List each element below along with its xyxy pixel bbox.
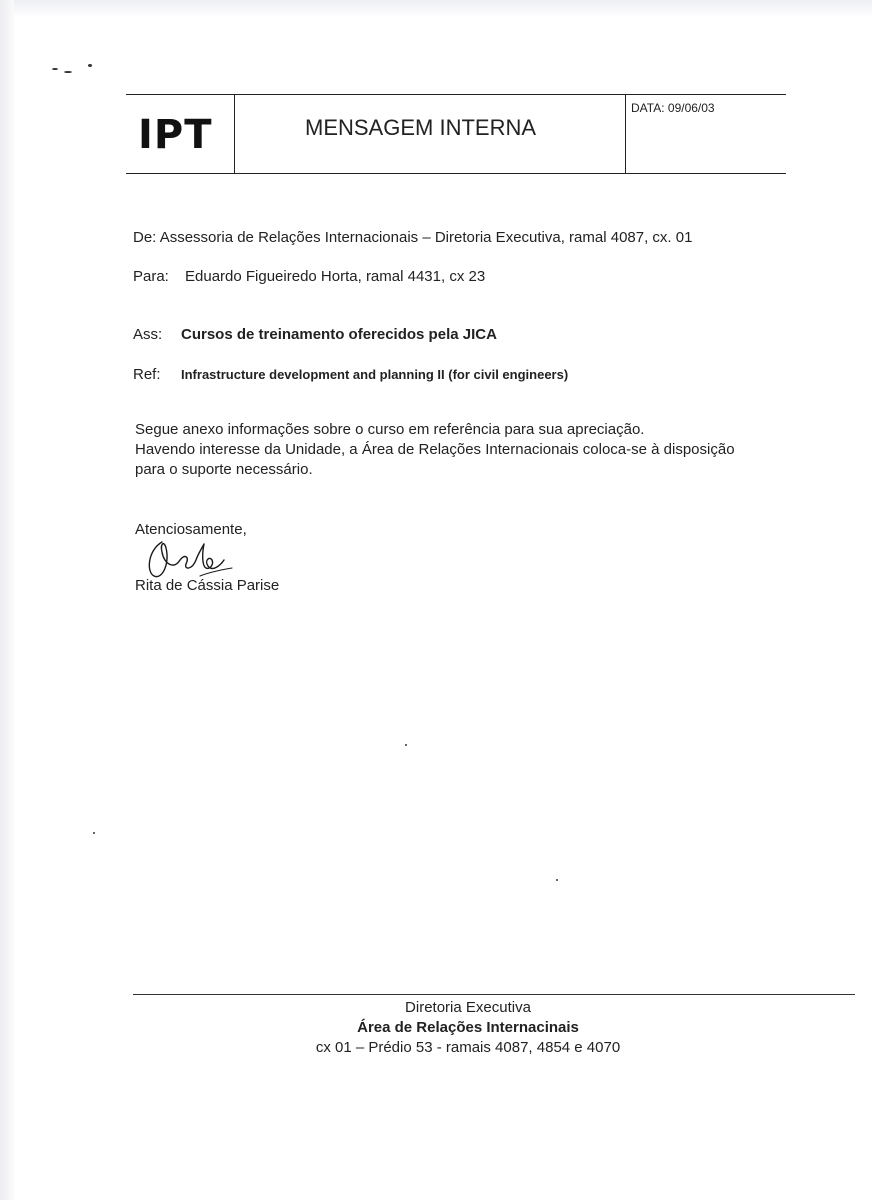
footer-line-2: Área de Relações Internacinais bbox=[357, 1019, 579, 1036]
scan-speck bbox=[88, 64, 92, 67]
body-line-2: Havendo interesse da Unidade, a Área de Relações Internacionais coloca-se à disposição bbox=[135, 441, 735, 458]
from-line bbox=[133, 229, 692, 246]
footer-line-1: Diretoria Executiva bbox=[405, 999, 531, 1016]
signer-name: Rita de Cássia Parise bbox=[135, 577, 280, 594]
ipt-logo: IPT bbox=[138, 112, 213, 158]
message-body bbox=[135, 420, 735, 480]
from-value: Assessoria de Relações Internacionais – Diretoria Executiva, ramal 4087, cx. 01 bbox=[159, 229, 693, 246]
memo-date: DATA: 09/06/03 bbox=[631, 101, 715, 115]
memo-footer bbox=[133, 998, 803, 1058]
title-cell bbox=[235, 95, 626, 173]
scan-speck bbox=[405, 744, 407, 746]
ref-line bbox=[133, 366, 568, 383]
scan-speck bbox=[93, 832, 95, 834]
scan-edge-top bbox=[0, 0, 872, 18]
scan-speck bbox=[64, 71, 72, 73]
memo-header bbox=[126, 94, 786, 174]
ref-label: Ref: bbox=[133, 366, 161, 383]
ref-value: Infrastructure development and planning II (for civil engineers) bbox=[181, 367, 569, 382]
scan-speck bbox=[52, 68, 58, 70]
body-line-3: para o suporte necessário. bbox=[135, 461, 313, 478]
footer-line-3: cx 01 – Prédio 53 - ramais 4087, 4854 e 4070 bbox=[315, 1039, 621, 1056]
memo-title: MENSAGEM INTERNA bbox=[305, 115, 537, 140]
subject-label: Ass: bbox=[133, 326, 163, 343]
closing-greeting: Atenciosamente, bbox=[135, 521, 247, 538]
body-line-1: Segue anexo informações sobre o curso em referência para sua apreciação. bbox=[135, 421, 645, 438]
to-line bbox=[133, 268, 485, 285]
logo-cell bbox=[126, 95, 235, 173]
footer-divider bbox=[133, 994, 855, 995]
to-value: Eduardo Figueiredo Horta, ramal 4431, cx 23 bbox=[185, 268, 486, 285]
from-label: De: bbox=[133, 229, 157, 246]
scan-speck bbox=[556, 879, 558, 881]
subject-value: Cursos de treinamento oferecidos pela JICA bbox=[181, 326, 497, 343]
to-label: Para: bbox=[133, 268, 169, 285]
scan-edge-left bbox=[0, 0, 14, 1200]
subject-line bbox=[133, 326, 497, 343]
